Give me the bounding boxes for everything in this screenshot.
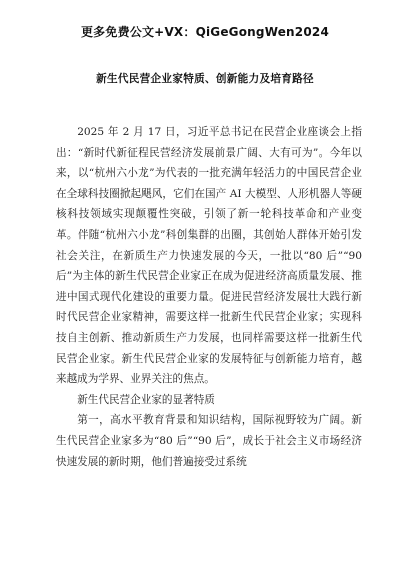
document-title: 新生代民营企业家特质、创新能力及培育路径: [96, 73, 314, 85]
intro-paragraph: 2025 年 2 月 17 日，习近平总书记在民营企业座谈会上指出：“新时代新征程民营经济发展前景广阔、大有可为”。今年以来，以“杭州六小龙”为代表的一批充满年轻活力的中国民营企业在全球科技圈掀起飓风，它们在国产 AI 大模型、人形机器人等硬核科技领域实现颠覆性突破，引领了新一轮科技革命和产业变革。伴随“杭州六小龙”科创集群的出圈，其创始人群体开始引发社会关注，在新质生产力快速发展的今天，一批以“80 后”“90 后”为主体的新生代民营企业家正在成为促进经济高质量发展、推进中国式现代化建设的重要力量。促进民营经济发展壮大践行新时代民营企业家精神，需要这样一批新生代民营企业家；实现科技自主创新、推动新质生产力发展，也同样需要这样一批新生代民营企业家。新生代民营企业家的发展特征与创新能力培育，越来越成为学界、业界关注的焦点。: [56, 126, 362, 386]
section-paragraph: 第一，高水平教育背景和知识结构，国际视野较为广阔。新生代民营企业家多为“80 后”“90 后”，成长于社会主义市场经济快速发展的新时期，他们普遍接受过系统: [56, 414, 362, 468]
watermark-header: 更多免费公文+VX：QiGeGongWen2024: [80, 25, 329, 39]
section-heading: 新生代民营企业家的显著特质: [77, 393, 215, 406]
document-body: [56, 122, 362, 472]
